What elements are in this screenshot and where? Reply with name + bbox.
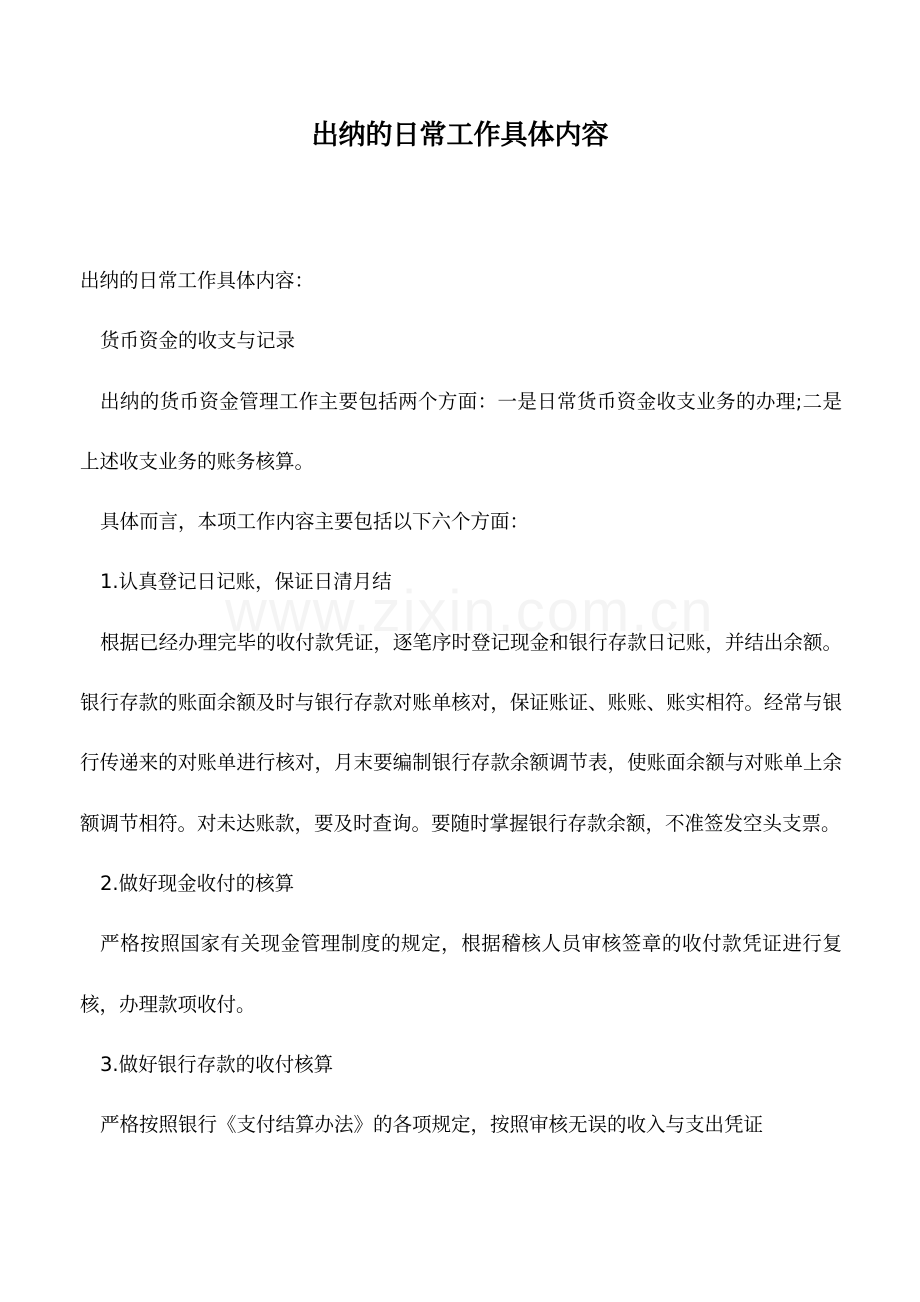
numbered-heading: 2.做好现金收付的核算 bbox=[100, 871, 295, 895]
numbered-heading: 1.认真登记日记账，保证日清月结 bbox=[100, 570, 392, 594]
intro-heading: 出纳的日常工作具体内容： bbox=[80, 269, 315, 292]
numbered-heading: 3.做好银行存款的收付核算 bbox=[100, 1052, 334, 1076]
body-paragraph: 严格按照银行《支付结算办法》的各项规定，按照审核无误的收入与支出凭证 bbox=[100, 1113, 764, 1137]
page-title: 出纳的日常工作具体内容 bbox=[311, 120, 609, 151]
section-heading: 货币资金的收支与记录 bbox=[100, 329, 296, 353]
body-paragraph: 严格按照国家有关现金管理制度的规定，根据稽核人员审核签章的收付款凭证进行复核，办理款项收付。 bbox=[80, 932, 842, 1016]
document-body bbox=[80, 251, 842, 1155]
body-paragraph: 具体而言，本项工作内容主要包括以下六个方面： bbox=[100, 510, 530, 534]
body-paragraph: 根据已经办理完毕的收付款凭证，逐笔序时登记现金和银行存款日记账，并结出余额。银行存款的账面余额及时与银行存款对账单核对，保证账证、账账、账实相符。经常与银行传递来的对账单进行核对，月末要编制银行存款余额调节表，使账面余额与对账单上余额调节相符。对未达账款，要及时查询。要随时掌握银行存款余额，不准签发空头支票。 bbox=[80, 630, 842, 835]
body-paragraph: 出纳的货币资金管理工作主要包括两个方面：一是日常货币资金收支业务的办理;二是上述收支业务的账务核算。 bbox=[80, 389, 842, 473]
